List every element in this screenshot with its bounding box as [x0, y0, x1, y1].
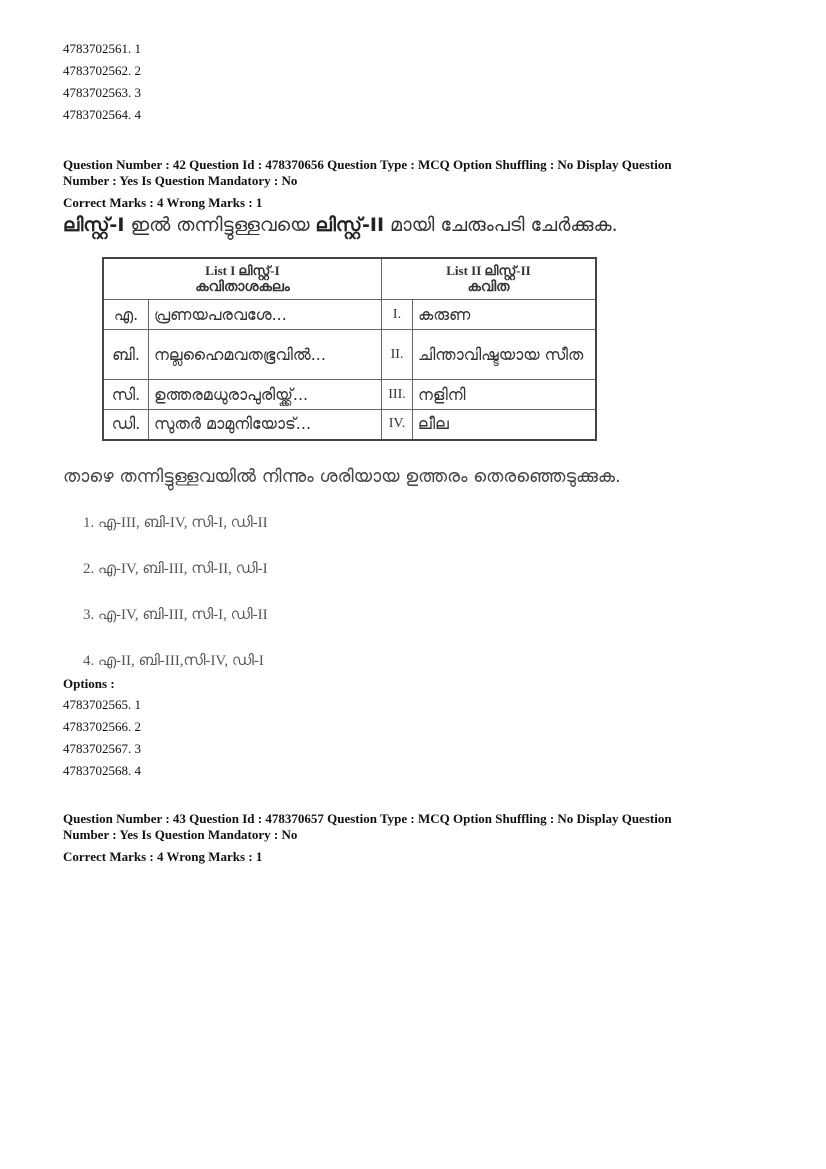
table-row — [103, 380, 596, 410]
table-header-list1 — [103, 258, 382, 300]
question-marks: Correct Marks : 4 Wrong Marks : 1 — [63, 195, 263, 210]
table-row — [103, 410, 596, 440]
option-id-line: 4783702562. 2 — [63, 63, 141, 78]
instruction-list2: ലിസ്റ്റ്-II — [315, 214, 385, 236]
instruction-text-end: മായി ചേരുംപടി ചേർക്കുക. — [384, 214, 618, 236]
option-id-line: 4783702561. 1 — [63, 41, 141, 56]
row-roman: IV. — [382, 410, 413, 440]
question-marks: Correct Marks : 4 Wrong Marks : 1 — [63, 849, 263, 864]
question-meta-line1: Question Number : 42 Question Id : 478370656 Question Type : MCQ Option Shuffling : No Display Question — [63, 157, 672, 172]
row-letter: എ. — [103, 300, 149, 330]
row-poem: ചിന്താവിഷ്ടയായ സീത — [413, 330, 597, 380]
instruction-list1: ലിസ്റ്റ്-I — [63, 214, 125, 236]
row-poem: ലീല — [413, 410, 597, 440]
option-id-line: 4783702563. 3 — [63, 85, 141, 100]
header-list1-label: List I ലിസ്റ്റ്-I — [205, 263, 280, 278]
row-letter: ഡി. — [103, 410, 149, 440]
options-label: Options : — [63, 676, 115, 691]
match-table — [102, 257, 597, 441]
answer-choice: 4. എ-II, ബി-III,സി-IV, ഡി-I — [83, 653, 264, 669]
row-excerpt: സുതർ മാമുനിയോട്... — [149, 410, 382, 440]
header-list2-label: List II ലിസ്റ്റ്-II — [446, 263, 531, 278]
question-meta-line1: Question Number : 43 Question Id : 478370657 Question Type : MCQ Option Shuffling : No Display Question — [63, 811, 672, 826]
question-instruction — [63, 214, 618, 236]
row-roman: III. — [382, 380, 413, 410]
row-poem: നളിനി — [413, 380, 597, 410]
question-meta-line2: Number : Yes Is Question Mandatory : No — [63, 173, 298, 188]
option-id-line: 4783702565. 1 — [63, 697, 141, 712]
row-excerpt: പ്രണയപരവശേ... — [149, 300, 382, 330]
header-list1-sub: കവിതാശകലം — [195, 279, 290, 295]
option-id-line: 4783702564. 4 — [63, 107, 141, 122]
choose-instruction: താഴെ തന്നിട്ടുള്ളവയിൽ നിന്നും ശരിയായ ഉത്തരം തെരഞ്ഞെടുക്കുക. — [63, 466, 621, 487]
option-id-line: 4783702568. 4 — [63, 763, 141, 778]
instruction-text: ഇൽ തന്നിട്ടുള്ളവയെ — [124, 214, 316, 236]
table-header-list2 — [382, 258, 597, 300]
option-id-line: 4783702567. 3 — [63, 741, 141, 756]
row-excerpt: ഉത്തരമധുരാപുരിയ്ക്ക്... — [149, 380, 382, 410]
table-row — [103, 300, 596, 330]
row-letter: ബി. — [103, 330, 149, 380]
table-row — [103, 330, 596, 380]
header-list2-sub: കവിത — [467, 279, 510, 295]
row-roman: II. — [382, 330, 413, 380]
option-id-line: 4783702566. 2 — [63, 719, 141, 734]
row-poem: കരുണ — [413, 300, 597, 330]
row-roman: I. — [382, 300, 413, 330]
table-header-row — [103, 258, 596, 300]
answer-choice: 2. എ-IV, ബി-III, സി-II, ഡി-I — [83, 561, 268, 577]
answer-choice: 1. എ-III, ബി-IV, സി-I, ഡി-II — [83, 515, 268, 531]
row-letter: സി. — [103, 380, 149, 410]
row-excerpt: നല്ലഹൈമവതഭൂവിൽ... — [149, 330, 382, 380]
answer-choice: 3. എ-IV, ബി-III, സി-I, ഡി-II — [83, 607, 268, 623]
question-meta-line2: Number : Yes Is Question Mandatory : No — [63, 827, 298, 842]
